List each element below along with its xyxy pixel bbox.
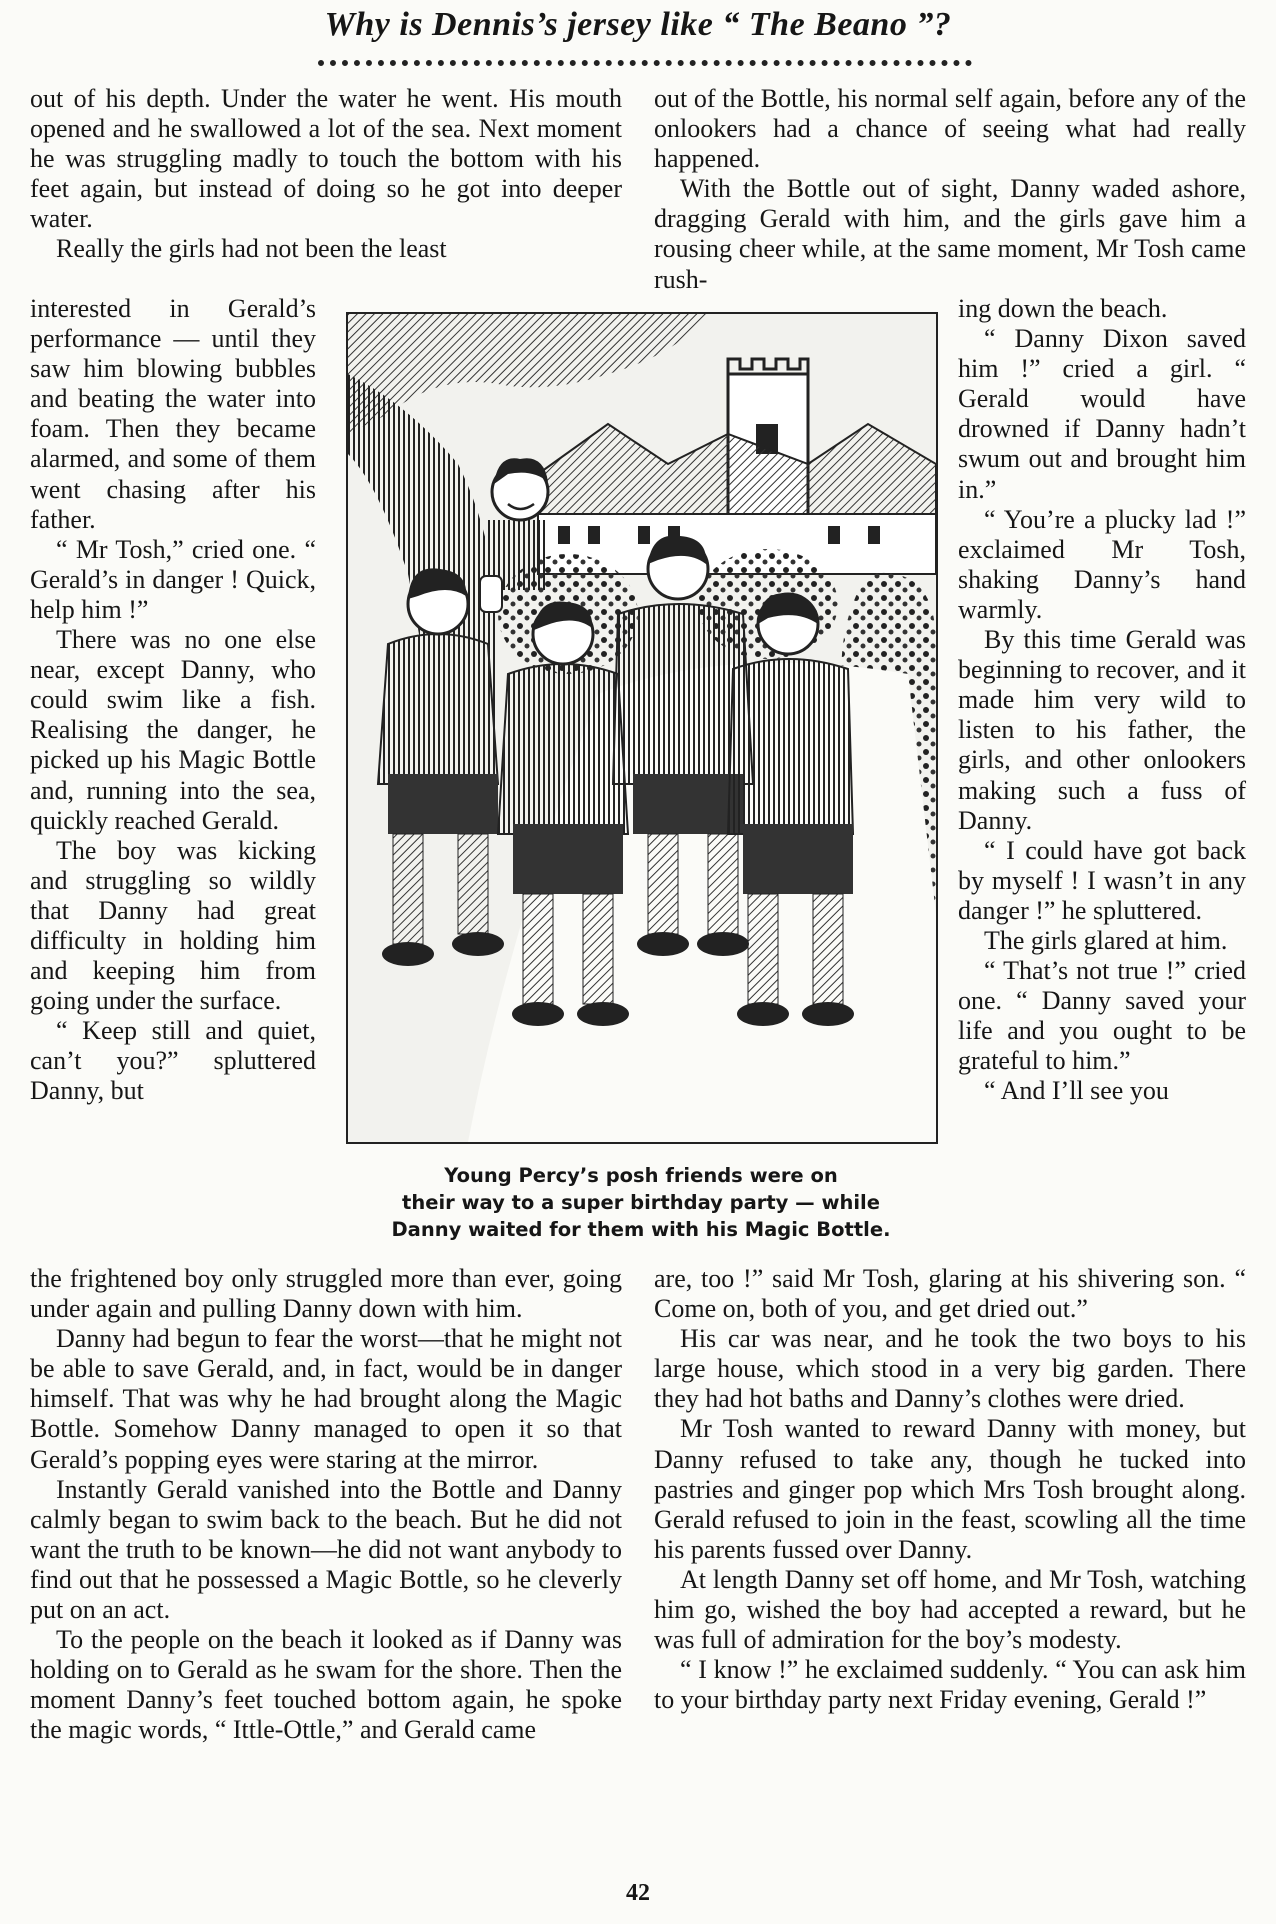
paragraph: “ And I’ll see you: [984, 1076, 1169, 1106]
paragraph: To the people on the beach it looked as if Danny was holding on to Gerald as he swam for the shore. Then the moment Danny’s feet touched bottom again, he spoke the magic words, “ Ittle-Ottle,” and Gerald came: [30, 1625, 622, 1745]
illustration-caption: [352, 1162, 930, 1243]
paragraph: With the Bottle out of sight, Danny waded ashore, dragging Gerald with him, and the girls gave him a rousing cheer while, at the same moment, Mr Tosh came rush-: [654, 174, 1246, 294]
paragraph: “ I could have got back by myself ! I wasn’t in any danger !” he spluttered.: [958, 835, 1246, 925]
paragraph: “ Mr Tosh,” cried one. “ Gerald’s in danger ! Quick, help him !”: [30, 534, 316, 624]
paragraph: the frightened boy only struggled more than ever, going under again and pulling Danny down with him.: [30, 1264, 622, 1324]
header-divider: [318, 60, 972, 66]
magic-bottle: [480, 576, 502, 612]
paragraph: interested in Gerald’s performance — until they saw him blowing bubbles and beating the water into foam. Then they became alarmed, and some of them went chasing after his father.: [30, 294, 316, 534]
caption-line: their way to a super birthday party — while: [402, 1191, 880, 1214]
paragraph: “ Keep still and quiet, can’t you?” spluttered Danny, but: [30, 1016, 316, 1106]
illustration-drawing: [348, 314, 936, 1142]
page-number: 42: [626, 1880, 650, 1906]
paragraph: Instantly Gerald vanished into the Bottle and Danny calmly began to swim back to the beach. But he did not want the truth to be known—he did not want anybody to find out that he possessed a Magic Bottle, so he cleverly put on an act.: [30, 1474, 622, 1625]
paragraph: Danny had begun to fear the worst—that he might not be able to save Gerald, and, in fact, would be in danger himself. That was why he had brought along the Magic Bottle. Somehow Danny managed to open it so that Gerald’s popping eyes were staring at the mirror.: [30, 1324, 622, 1474]
paragraph: At length Danny set off home, and Mr Tosh, watching him go, wished the boy had accepted a reward, but he was full of admiration for the boy’s modesty.: [654, 1564, 1246, 1655]
paragraph: “ You’re a plucky lad !” exclaimed Mr Tosh, shaking Danny’s hand warmly.: [958, 504, 1246, 624]
paragraph: are, too !” said Mr Tosh, glaring at his shivering son. “ Come on, both of you, and get dried out.”: [654, 1264, 1246, 1324]
running-header: Why is Dennis’s jersey like “ The Beano ”?: [324, 6, 952, 43]
left-column-bottom: [30, 1264, 622, 1746]
paragraph: By this time Gerald was beginning to recover, and it made him very wild to listen to his father, the girls, and other onlookers making such a fuss of Danny.: [958, 625, 1246, 835]
paragraph: out of his depth. Under the water he went. His mouth opened and he swallowed a lot of the sea. Next moment he was struggling madly to touch the bottom with his feet again, but instead of doing so he got into deeper water.: [30, 84, 622, 234]
left-column-narrow: [30, 294, 316, 1107]
right-column-narrow: [958, 294, 1246, 1107]
right-column-bottom: [654, 1264, 1246, 1715]
paragraph: His car was near, and he took the two boys to his large house, which stood in a very big garden. There they had hot baths and Danny’s clothes were dried.: [654, 1324, 1246, 1414]
paragraph: There was no one else near, except Danny, who could swim like a fish. Realising the danger, he picked up his Magic Bottle and, running into the sea, quickly reached Gerald.: [30, 625, 316, 835]
right-column-top: [654, 84, 1246, 295]
caption-line: Danny waited for them with his Magic Bottle.: [391, 1218, 891, 1241]
paragraph: ing down the beach.: [958, 294, 1168, 323]
caption-line: Young Percy’s posh friends were on: [444, 1164, 838, 1187]
paragraph: “ Danny Dixon saved him !” cried a girl. “ Gerald would have drowned if Danny hadn’t swum out and brought him in.”: [958, 324, 1246, 504]
paragraph: “ That’s not true !” cried one. “ Danny saved your life and you ought to be grateful to him.”: [958, 956, 1246, 1076]
illustration: [346, 312, 938, 1144]
left-column-top: [30, 84, 622, 265]
paragraph: Mr Tosh wanted to reward Danny with money, but Danny refused to take any, though he tucked into pastries and ginger pop which Mrs Tosh brought along. Gerald refused to join in the feast, scowling all the time his parents fussed over Danny.: [654, 1414, 1246, 1564]
paragraph: The boy was kicking and struggling so wildly that Danny had great difficulty in holding him and keeping him from going under the surface.: [30, 835, 316, 1016]
paragraph: The girls glared at him.: [984, 925, 1228, 955]
paragraph: “ I know !” he exclaimed suddenly. “ You can ask him to your birthday party next Friday evening, Gerald !”: [654, 1655, 1246, 1715]
paragraph: out of the Bottle, his normal self again, before any of the onlookers had a chance of seeing what had really happened.: [654, 84, 1246, 174]
paragraph: Really the girls had not been the least: [56, 234, 447, 264]
